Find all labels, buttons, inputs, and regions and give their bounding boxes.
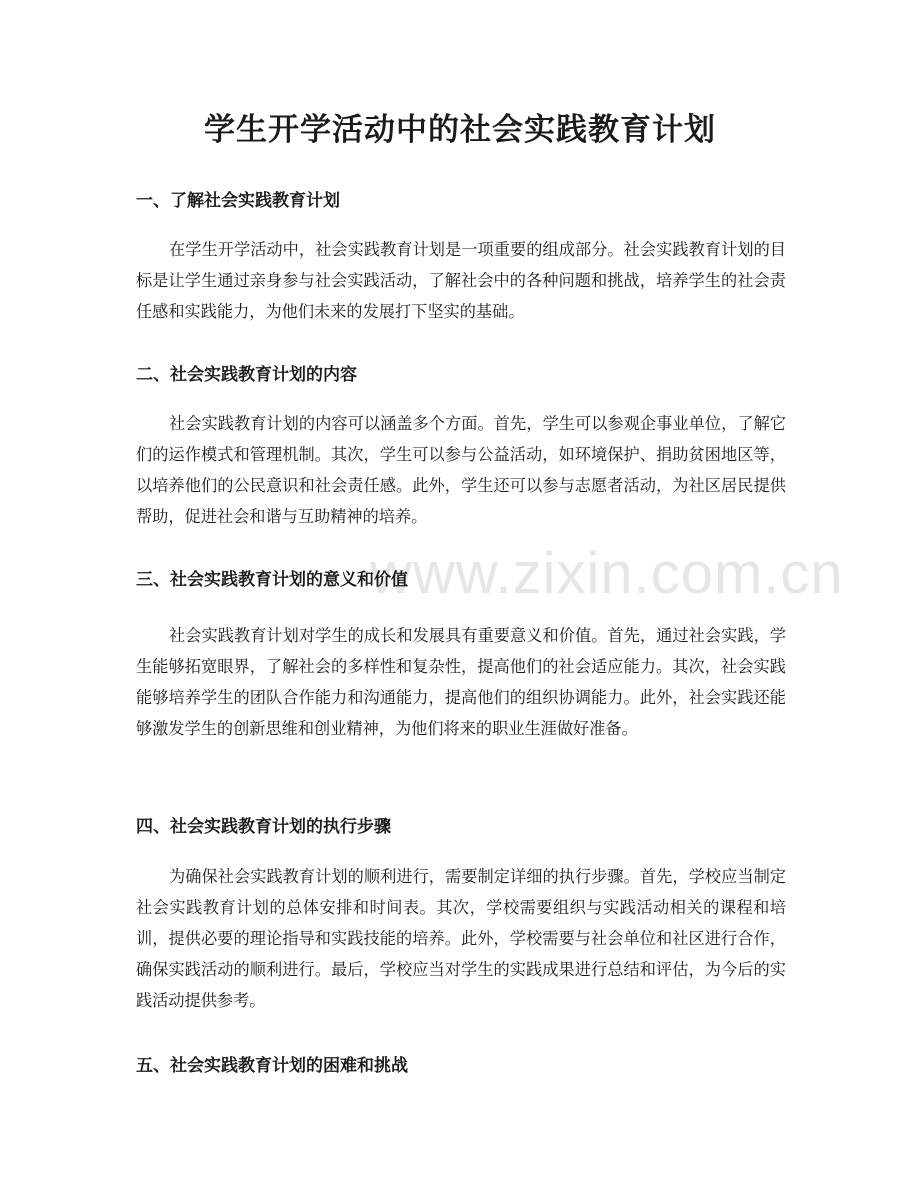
section-heading-5: 五、社会实践教育计划的困难和挑战 <box>136 1056 408 1076</box>
section-heading-3: 三、社会实践教育计划的意义和价值 <box>136 570 408 590</box>
section-paragraph-1: 在学生开学活动中，社会实践教育计划是一项重要的组成部分。社会实践教育计划的目标是让学生通过亲身参与社会实践活动，了解社会中的各种问题和挑战，培养学生的社会责任感和实践能力，为他们未来的发展打下坚实的基础。 <box>136 240 786 321</box>
section-heading-4: 四、社会实践教育计划的执行步骤 <box>136 817 391 837</box>
page-title: 学生开学活动中的社会实践教育计划 <box>204 112 716 148</box>
section-heading-1: 一、了解社会实践教育计划 <box>136 191 340 211</box>
section-paragraph-4: 为确保社会实践教育计划的顺利进行，需要制定详细的执行步骤。首先，学校应当制定社会实践教育计划的总体安排和时间表。其次，学校需要组织与实践活动相关的课程和培训，提供必要的理论指导和实践技能的培养。此外，学校需要与社会单位和社区进行合作，确保实践活动的顺利进行。最后，学校应当对学生的实践成果进行总结和评估，为今后的实践活动提供参考。 <box>136 867 786 1010</box>
section-heading-2: 二、社会实践教育计划的内容 <box>136 365 357 385</box>
section-paragraph-3: 社会实践教育计划对学生的成长和发展具有重要意义和价值。首先，通过社会实践，学生能够拓宽眼界，了解社会的多样性和复杂性，提高他们的社会适应能力。其次，社会实践能够培养学生的团队合作能力和沟通能力，提高他们的组织协调能力。此外，社会实践还能够激发学生的创新思维和创业精神，为他们将来的职业生涯做好准备。 <box>136 626 786 738</box>
section-paragraph-2: 社会实践教育计划的内容可以涵盖多个方面。首先，学生可以参观企事业单位，了解它们的运作模式和管理机制。其次，学生可以参与公益活动，如环境保护、捐助贫困地区等，以培养他们的公民意识和社会责任感。此外，学生还可以参与志愿者活动，为社区居民提供帮助，促进社会和谐与互助精神的培养。 <box>136 414 786 526</box>
watermark: www.zixin.com.cn <box>370 541 844 606</box>
